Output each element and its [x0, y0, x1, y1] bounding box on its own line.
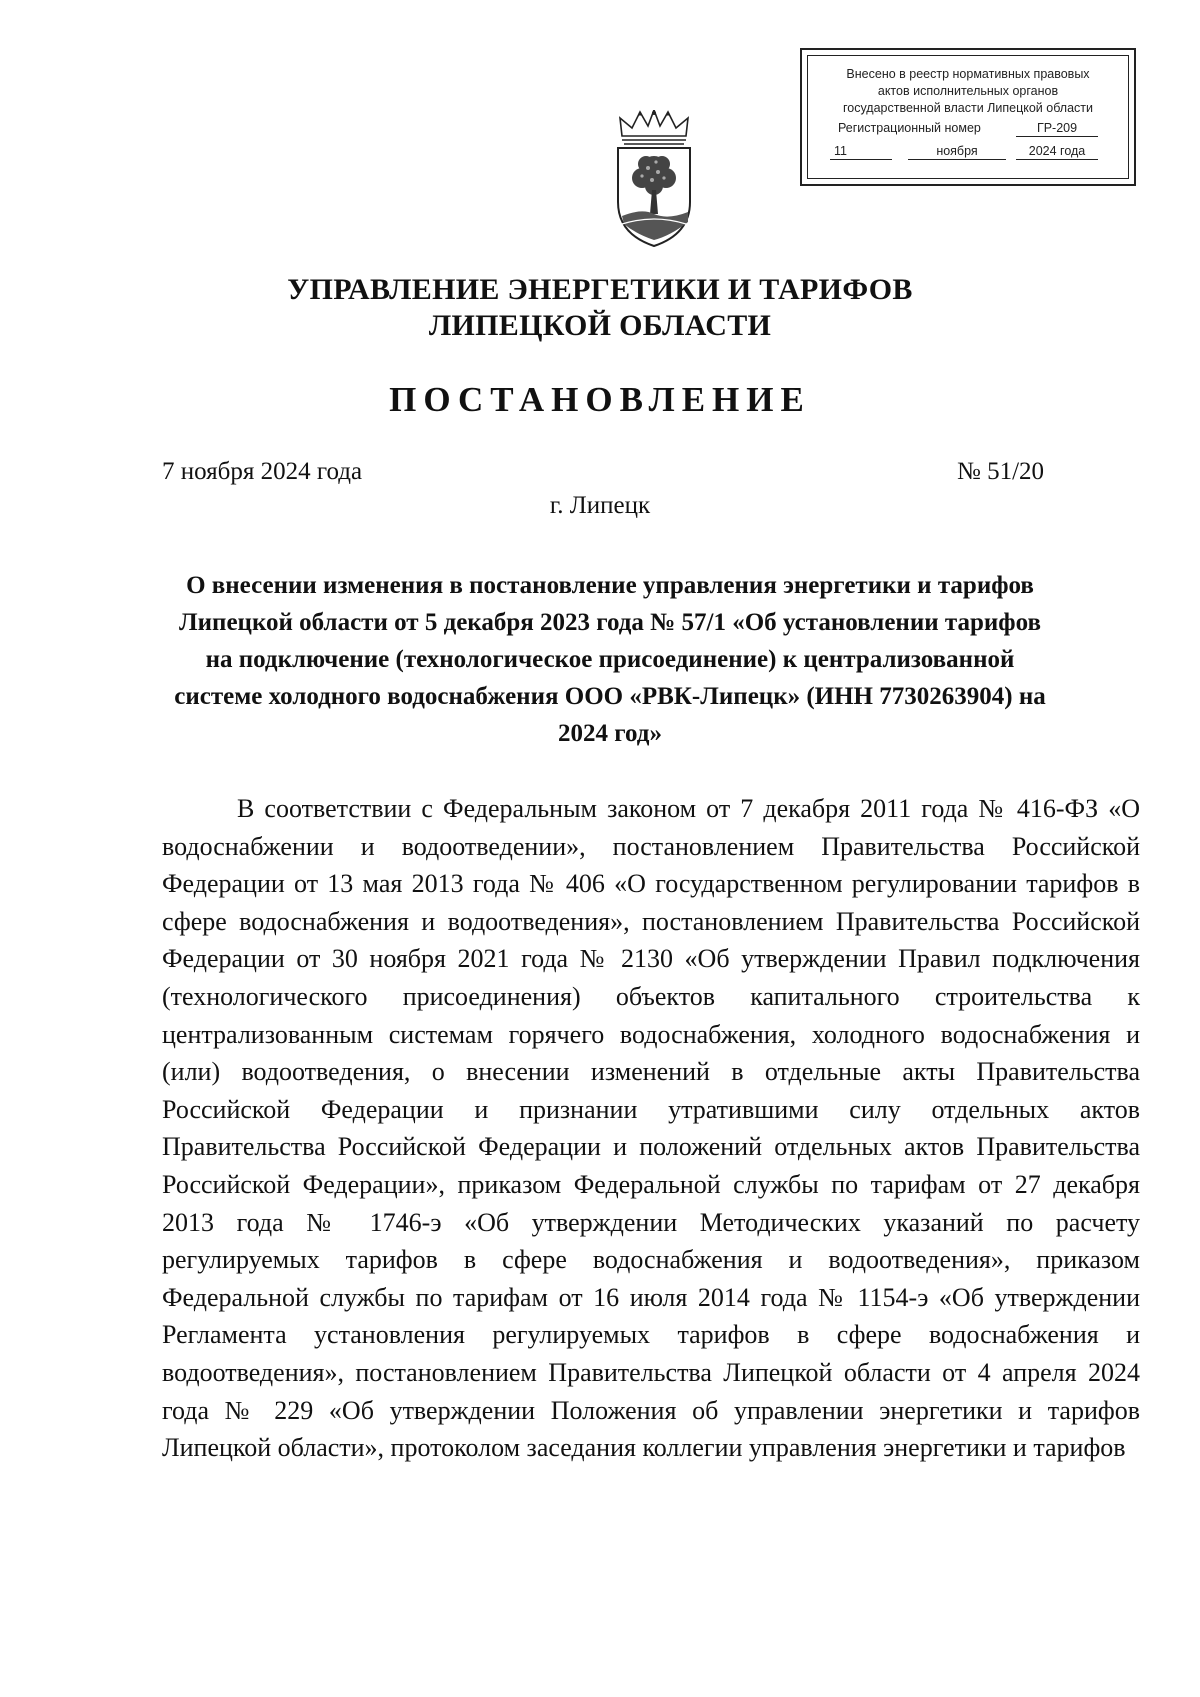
document-city: г. Липецк [549, 492, 651, 519]
document-date: 7 ноября 2024 года [162, 458, 363, 485]
stamp-line-3: государственной власти Липецкой области [842, 101, 1094, 115]
document-body-paragraph: В соответствии с Федеральным законом от 7 декабря 2011 года № 416-ФЗ «О водоснабжении и водоотведении», постановлением Правительства Российской Федерации от 13 мая 2013 года № 406 «О государственном регулировании тарифов в сфере водоснабжения и водоотведения», постановлением Правительства Российской Федерации от 30 ноября 2021 года № 2130 «Об утверждении Правил подключения (технологического присоединения) объектов капитального строительства к централизованным системам горячего водоснабжения, холодного водоснабжения и (или) водоотведения, о внесении изменений в отдельные акты Правительства Российской Федерации и признании утратившими силу отдельных актов Правительства Российской Федерации и положений отдельных актов Правительства Российской Федерации», приказом Федеральной службы по тарифам от 27 декабря 2013 года № 1746-э «Об утверждении Методических указаний по расчету регулируемых тарифов в сфере водоснабжения и водоотведения», приказом Федеральной службы по тарифам от 16 июля 2014 года № 1154-э «Об утверждении Регламента установления регулируемых тарифов в сфере водоснабжения и водоотведения», постановлением Правительства Липецкой области от 4 апреля 2024 года № 229 «Об утверждении Положения об управлении энергетики и тарифов Липецкой области», протоколом заседания коллегии управления энергетики и тарифов [162, 794, 1140, 1463]
stamp-registration-number: ГР-209 [1016, 120, 1098, 137]
lipetsk-coat-of-arms-icon [612, 110, 696, 248]
document-title: О внесении изменения в постановление управления энергетики и тарифов Липецкой области от 5 декабря 2023 года № 57/1 «Об установлении тарифов на подключение (технологическое присоединение) к централизованной системе холодного водоснабжения ООО «РВК-Липецк» (ИНН 7730263904) на 2024 год» [174, 572, 1046, 747]
stamp-registration-label: Регистрационный номер [838, 121, 981, 135]
organization-name-line-1: УПРАВЛЕНИЕ ЭНЕРГЕТИКИ И ТАРИФОВ [287, 273, 913, 306]
organization-name-line-2: ЛИПЕЦКОЙ ОБЛАСТИ [428, 309, 772, 342]
stamp-year: 2024 года [1016, 143, 1098, 160]
stamp-day: 11 [830, 143, 892, 160]
registry-stamp-inner-frame [807, 55, 1129, 179]
document-type-heading: ПОСТАНОВЛЕНИЕ [389, 380, 811, 419]
registry-stamp [800, 48, 1136, 186]
stamp-registration-row [808, 120, 1128, 138]
stamp-month: ноября [908, 143, 1006, 160]
document-number: № 51/20 [957, 458, 1045, 485]
stamp-line-1: Внесено в реестр нормативных правовых [846, 67, 1090, 81]
stamp-line-2: актов исполнительных органов [877, 84, 1059, 98]
stamp-date-row [808, 143, 1128, 161]
